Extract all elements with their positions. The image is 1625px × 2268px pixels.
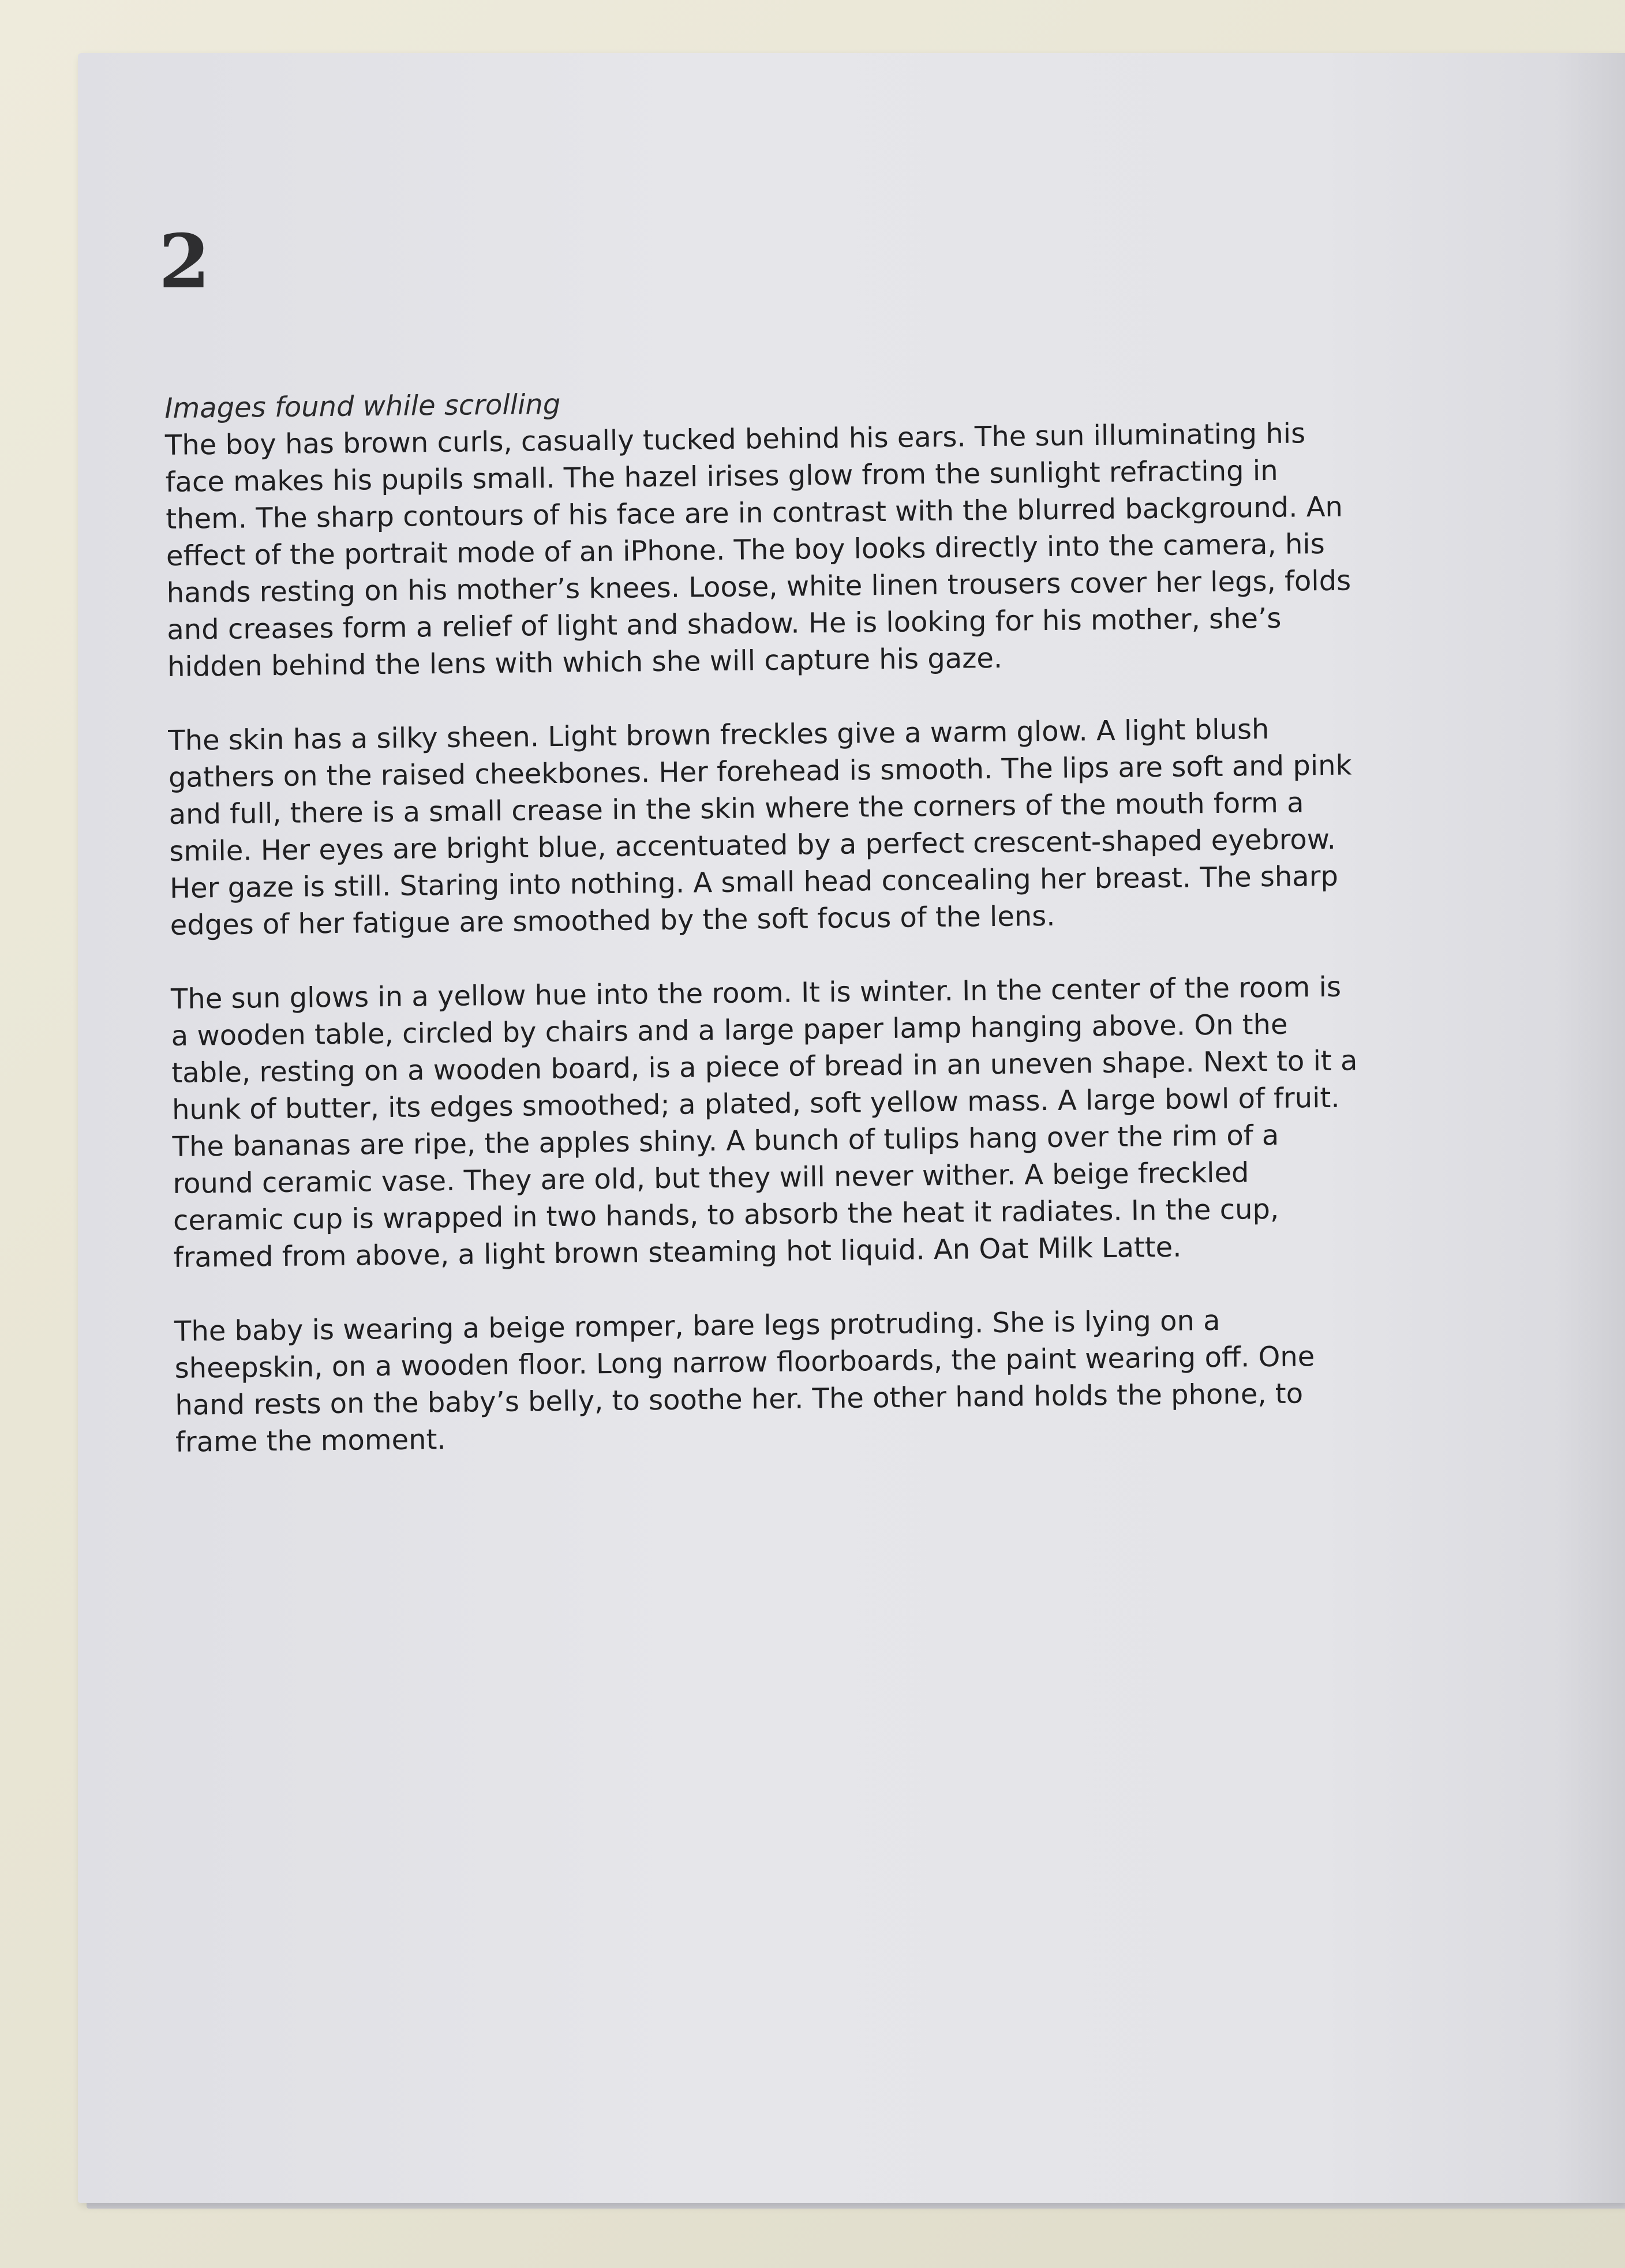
chapter-number: 2 [159,219,211,305]
paragraph: The sun glows in a yellow hue into the room. It is winter. In the center of the room is a wooden table, circled by chairs and a large paper lamp hanging above. On the table, resting on a wooden board, is a piece of bread in an uneven shape. Next to it a hunk of butter, its edges smoothed; a plated, soft yellow mass. A large bowl of fruit. The bananas are ripe, the apples shiny. A bunch of tulips hang over the rim of a round ceramic vase. They are old, but they will never wither. A beige freckled ceramic cup is wrapped in two hands, to absorb the heat it radiates. In the cup, framed from above, a light brown steaming hot liquid. An Oat Milk Latte. [170,970,1358,1274]
page-curvature-shadow [1556,53,1625,2203]
page-text-block [164,377,1365,1497]
paragraph: The boy has brown curls, casually tucked behind his ears. The sun illuminating his face makes his pupils small. The hazel irises glow from the sunlight refracting in them. The sharp contours of his face are in contrast with the blurred background. An effect of the portrait mode of an iPhone. The boy looks directly into the camera, his hands resting on his mother’s knees. Loose, white linen trousers cover her legs, folds and creases form a relief of light and shadow. He is looking for his mother, she’s hidden behind the lens with which she will capture his gaze. [164,417,1351,683]
paragraph: The skin has a silky sheen. Light brown freckles give a warm glow. A light blush gathers on the raised cheekbones. Her forehead is smooth. The lips are soft and pink and full, there is a small crease in the skin where the corners of the mouth form a smile. Her eyes are bright blue, accentuated by a perfect crescent-shaped eyebrow. Her gaze is still. Staring into nothing. A small head concealing her breast. The sharp edges of her fatigue are smoothed by the soft focus of the lens. [168,713,1352,942]
section-title: Images found while scrolling [164,388,561,425]
paragraph: The baby is wearing a beige romper, bare legs protruding. She is lying on a sheepskin, on a wooden floor. Long narrow floorboards, the paint wearing off. One hand rests on the baby’s belly, to soothe her. The other hand holds the phone, to frame the moment. [174,1304,1315,1459]
